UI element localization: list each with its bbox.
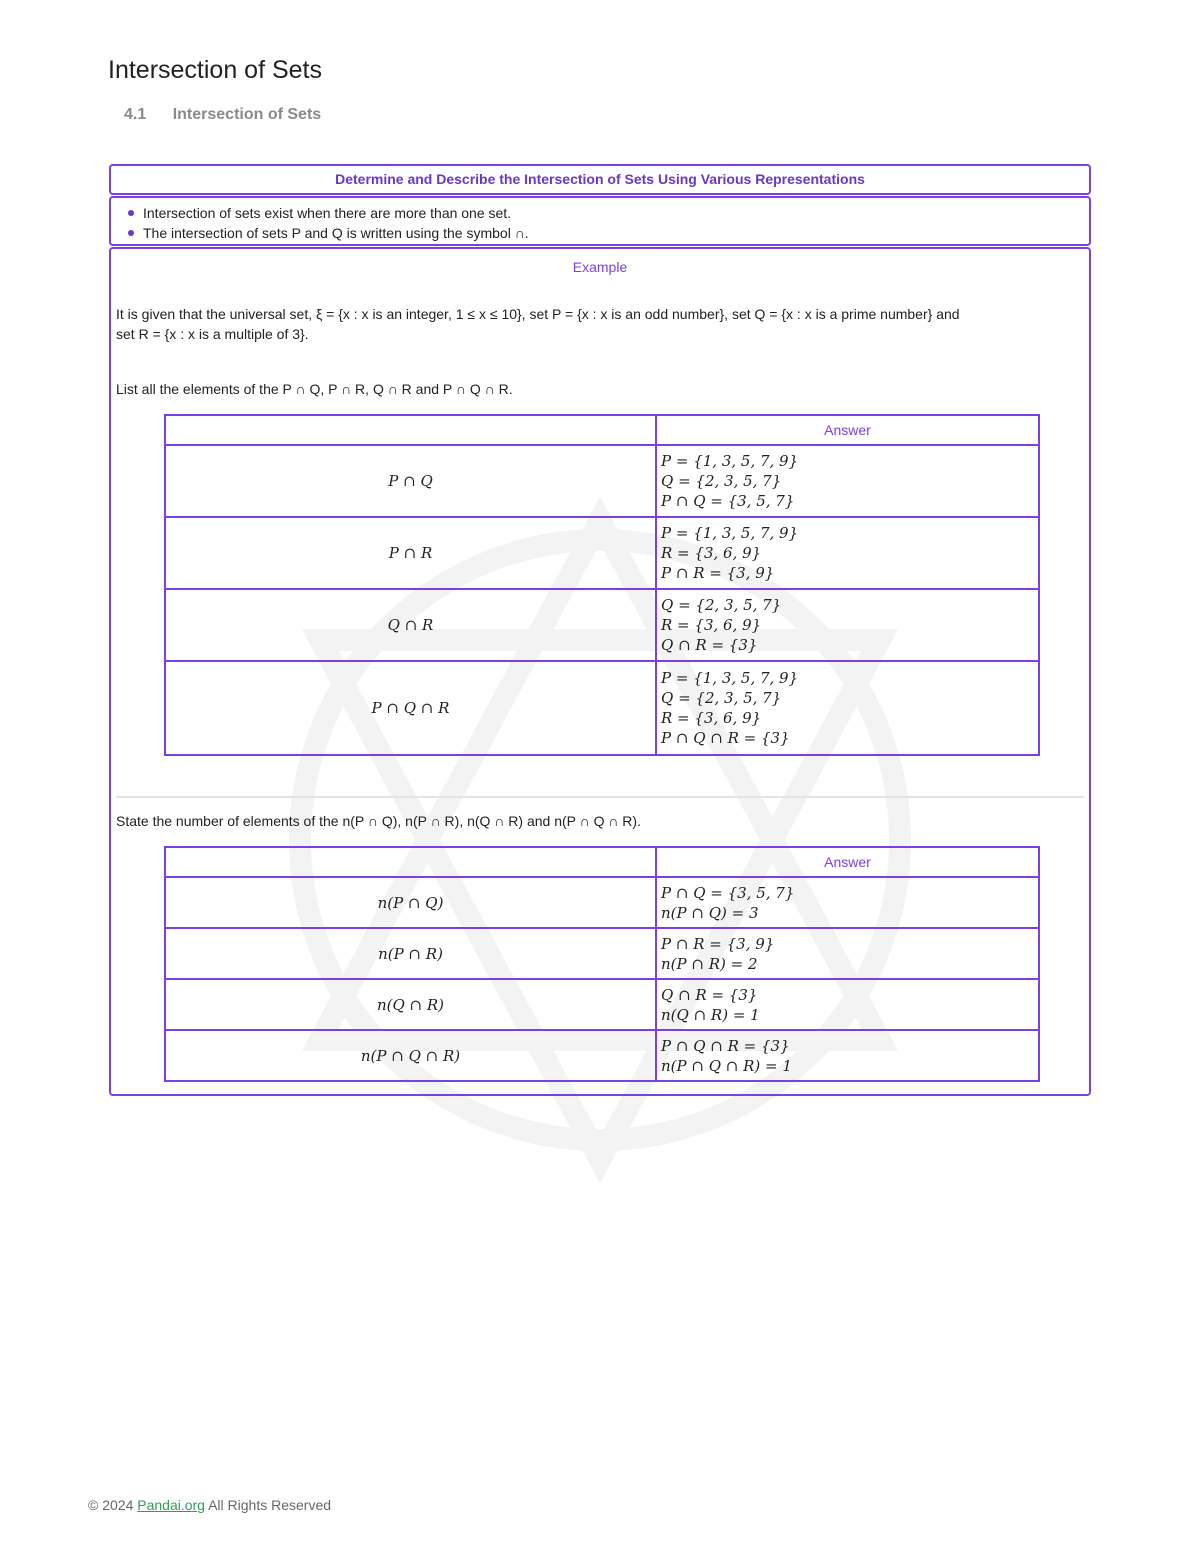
- question-line: It is given that the universal set, ξ = {x : x is an integer, 1 ≤ x ≤ 10}, set P = {x : x is an odd number}, set Q = {x : x is a prime number} and: [116, 306, 960, 322]
- section-heading: [124, 106, 321, 124]
- row-label: n(P ∩ R): [165, 928, 656, 979]
- answer-line: n(P ∩ R) = 2: [661, 954, 758, 973]
- answer-cell: [656, 1030, 1039, 1081]
- list-elements-instruction: List all the elements of the P ∩ Q, P ∩ R, Q ∩ R and P ∩ Q ∩ R.: [116, 381, 513, 397]
- answer-line: R = {3, 6, 9}: [661, 709, 762, 727]
- row-label: n(Q ∩ R): [165, 979, 656, 1030]
- answer-line: P = {1, 3, 5, 7, 9}: [661, 669, 799, 687]
- row-label: n(P ∩ Q): [165, 877, 656, 928]
- section-title: Intersection of Sets: [172, 106, 322, 123]
- answer-cell: [656, 661, 1039, 755]
- answer-line: Q ∩ R = {3}: [661, 985, 758, 1004]
- answer-line: P ∩ R = {3, 9}: [661, 934, 775, 953]
- row-label: n(P ∩ Q ∩ R): [165, 1030, 656, 1081]
- answer-header: Answer: [656, 415, 1039, 445]
- answer-line: P ∩ Q ∩ R = {3}: [661, 1036, 790, 1055]
- note-item: The intersection of sets P and Q is written using the symbol ∩.: [143, 223, 1089, 243]
- count-elements-instruction: State the number of elements of the n(P ∩ Q), n(P ∩ R), n(Q ∩ R) and n(P ∩ Q ∩ R).: [116, 813, 641, 829]
- table-row: [165, 1030, 1039, 1081]
- table-row: [165, 445, 1039, 517]
- table-row: [165, 877, 1039, 928]
- copyright-text: © 2024: [88, 1497, 138, 1513]
- table-row: [165, 979, 1039, 1030]
- question-line: set R = {x : x is a multiple of 3}.: [116, 326, 309, 342]
- answer-line: P ∩ Q = {3, 5, 7}: [661, 883, 795, 902]
- row-label: P ∩ R: [165, 517, 656, 589]
- row-label: P ∩ Q ∩ R: [165, 661, 656, 755]
- table-header-row: [165, 415, 1039, 445]
- answer-line: n(Q ∩ R) = 1: [661, 1005, 760, 1024]
- section-number: 4.1: [124, 106, 147, 123]
- answer-line: P ∩ Q = {3, 5, 7}: [661, 492, 795, 510]
- answer-line: Q = {2, 3, 5, 7}: [661, 472, 782, 490]
- answer-line: P = {1, 3, 5, 7, 9}: [661, 524, 799, 542]
- table-header-row: [165, 847, 1039, 877]
- topic-title-box: Determine and Describe the Intersection of Sets Using Various Representations: [109, 164, 1091, 195]
- example-label: Example: [572, 259, 628, 275]
- answer-cell: [656, 979, 1039, 1030]
- example-box: [109, 247, 1091, 1096]
- answer-cell: [656, 589, 1039, 661]
- row-label: P ∩ Q: [165, 445, 656, 517]
- answer-line: P ∩ Q ∩ R = {3}: [661, 729, 790, 747]
- answer-line: P ∩ R = {3, 9}: [661, 564, 775, 582]
- answer-cell: [656, 517, 1039, 589]
- footer: [88, 1497, 331, 1513]
- answer-header: Answer: [656, 847, 1039, 877]
- answer-line: R = {3, 6, 9}: [661, 544, 762, 562]
- answer-line: Q = {2, 3, 5, 7}: [661, 596, 782, 614]
- answer-table-counts: [164, 846, 1040, 1082]
- header-blank-cell: [165, 847, 656, 877]
- table-row: [165, 517, 1039, 589]
- answer-line: n(P ∩ Q ∩ R) = 1: [661, 1056, 792, 1075]
- answer-line: Q ∩ R = {3}: [661, 636, 758, 654]
- answer-line: R = {3, 6, 9}: [661, 616, 762, 634]
- page-title: Intersection of Sets: [108, 56, 323, 84]
- rights-text: All Rights Reserved: [204, 1497, 332, 1513]
- header-blank-cell: [165, 415, 656, 445]
- note-item: Intersection of sets exist when there are more than one set.: [143, 203, 1089, 223]
- notes-list: [111, 198, 1089, 243]
- question-text: [116, 304, 1088, 344]
- site-link[interactable]: Pandai.org: [137, 1497, 205, 1513]
- table-row: [165, 928, 1039, 979]
- answer-table-elements: [164, 414, 1040, 756]
- table-row: [165, 589, 1039, 661]
- row-label: Q ∩ R: [165, 589, 656, 661]
- answer-line: n(P ∩ Q) = 3: [661, 903, 759, 922]
- answer-cell: [656, 928, 1039, 979]
- answer-line: P = {1, 3, 5, 7, 9}: [661, 452, 799, 470]
- divider: [116, 796, 1084, 798]
- notes-box: [109, 196, 1091, 246]
- answer-line: Q = {2, 3, 5, 7}: [661, 689, 782, 707]
- table-row: [165, 661, 1039, 755]
- answer-cell: [656, 877, 1039, 928]
- answer-cell: [656, 445, 1039, 517]
